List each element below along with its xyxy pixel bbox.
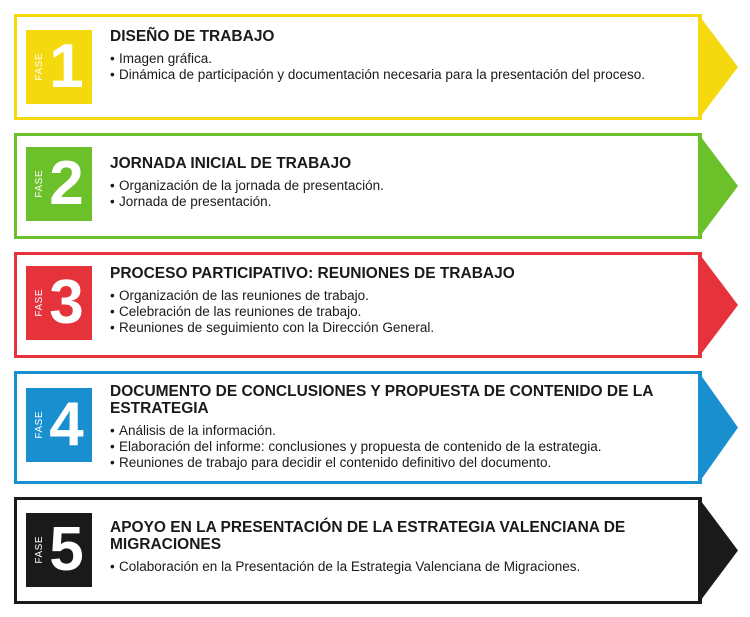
phase-2-fase-label: FASE (34, 170, 46, 198)
phase-3-badge (26, 266, 92, 340)
list-item: • Organización de la jornada de presentación. (110, 178, 718, 194)
phase-2-list (110, 178, 718, 210)
phase-4-title: DOCUMENTO DE CONCLUSIONES Y PROPUESTA DE CONTENIDO DE LA ESTRATEGIA (110, 383, 653, 417)
phase-5-title: APOYO EN LA PRESENTACIÓN DE LA ESTRATEGIA VALENCIANA DE MIGRACIONES (110, 519, 626, 553)
phase-4-number: 4 (49, 390, 84, 459)
phase-4-badge (26, 388, 92, 462)
phase-3-number: 3 (49, 268, 84, 337)
phase-1-title: DISEÑO DE TRABAJO (110, 28, 275, 45)
list-item: • Dinámica de participación y documentación necesaria para la presentación del proceso. (110, 67, 718, 83)
phase-2 (14, 133, 738, 239)
phase-1 (14, 14, 738, 120)
phase-1-list (110, 51, 718, 83)
phase-3 (14, 252, 738, 358)
phase-4 (14, 371, 738, 484)
phase-4-content (110, 383, 718, 471)
phase-5-badge (26, 513, 92, 587)
list-item: • Celebración de las reuniones de trabajo. (110, 304, 718, 320)
list-item: • Jornada de presentación. (110, 194, 718, 210)
phase-5 (14, 497, 738, 604)
list-item: • Reuniones de trabajo para decidir el contenido definitivo del documento. (110, 455, 718, 471)
list-item: • Reuniones de seguimiento con la Dirección General. (110, 320, 718, 336)
phase-3-list (110, 288, 718, 336)
phase-3-title: PROCESO PARTICIPATIVO: REUNIONES DE TRABAJO (110, 265, 515, 282)
phase-2-content (110, 155, 718, 210)
phase-5-list (110, 559, 718, 575)
phase-2-number: 2 (49, 149, 84, 218)
phase-1-number: 1 (49, 32, 84, 101)
phase-2-title: JORNADA INICIAL DE TRABAJO (110, 155, 352, 172)
phase-3-fase-label: FASE (34, 289, 46, 317)
list-item: • Colaboración en la Presentación de la Estrategia Valenciana de Migraciones. (110, 559, 718, 575)
phase-1-fase-label: FASE (34, 53, 46, 81)
phase-3-content (110, 265, 718, 336)
phase-5-content (110, 519, 718, 575)
phase-4-fase-label: FASE (34, 411, 46, 439)
phase-4-list (110, 423, 718, 471)
list-item: • Imagen gráfica. (110, 51, 718, 67)
list-item: • Organización de las reuniones de trabajo. (110, 288, 718, 304)
list-item: • Análisis de la información. (110, 423, 718, 439)
phase-2-badge (26, 147, 92, 221)
phase-1-content (110, 28, 718, 83)
phase-5-fase-label: FASE (34, 536, 46, 564)
phase-1-badge (26, 30, 92, 104)
phase-5-number: 5 (49, 515, 84, 584)
list-item: • Elaboración del informe: conclusiones y propuesta de contenido de la estrategia. (110, 439, 718, 455)
